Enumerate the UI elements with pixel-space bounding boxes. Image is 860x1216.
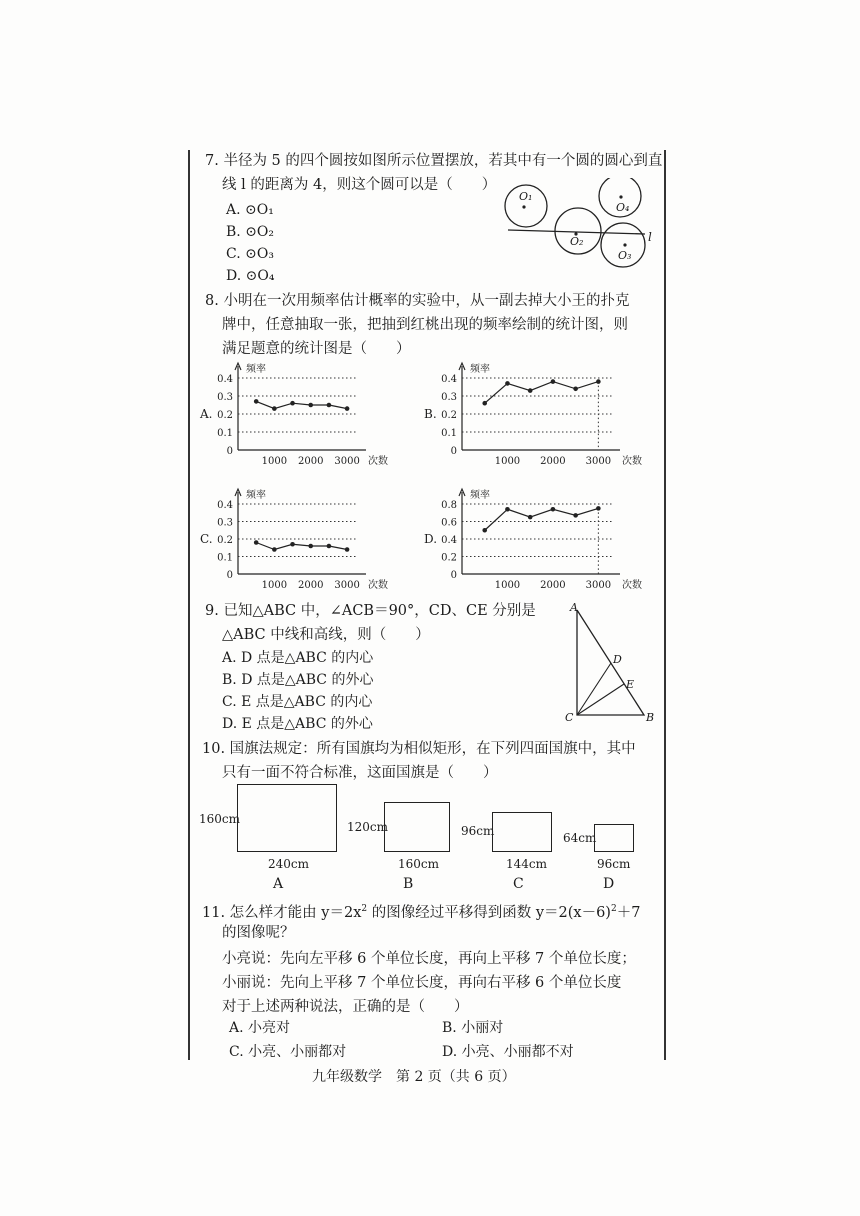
flag-b	[384, 802, 450, 852]
q11-option-d: D. 小亮、小丽都不对	[442, 1044, 574, 1060]
label-o1: O₁	[519, 190, 533, 203]
data-point	[345, 547, 350, 552]
label-o3: O₃	[618, 249, 632, 262]
y-tick-label: 0	[450, 570, 457, 581]
data-point	[345, 406, 350, 411]
q11-option-a: A. 小亮对	[229, 1020, 291, 1036]
chart-b	[420, 360, 660, 472]
y-tick-label: 0.3	[217, 517, 233, 529]
label-l: l	[648, 230, 652, 244]
flag-a-height: 160cm	[199, 812, 241, 826]
chart-d	[420, 486, 660, 596]
q11-line2: 的图像呢？	[222, 925, 295, 941]
label-e: E	[626, 678, 635, 691]
data-point	[308, 544, 313, 549]
q11-line4: 小丽说：先向上平移 7 个单位长度，再向右平移 6 个单位长度	[222, 975, 622, 991]
y-tick-label: 0	[450, 446, 457, 457]
label-c: C	[565, 711, 574, 724]
data-point	[573, 513, 578, 518]
series-line	[485, 508, 599, 530]
flag-d-width: 96cm	[597, 857, 631, 871]
label-o2: O₂	[570, 235, 584, 248]
q8-line1: 8. 小明在一次用频率估计概率的实验中，从一副去掉大小王的扑克	[205, 293, 630, 309]
right-border	[664, 150, 666, 1060]
q8-line2: 牌中，任意抽取一张，把抽到红桃出现的频率绘制的统计图，则	[222, 317, 628, 333]
x-axis-label: 次数	[622, 456, 642, 467]
label-b: B	[646, 711, 655, 724]
data-point	[290, 542, 295, 547]
y-tick-label: 0.3	[217, 392, 233, 403]
x-tick-label: 3000	[334, 456, 360, 467]
y-tick-label: 0.4	[217, 374, 233, 385]
x-tick-label: 2000	[540, 456, 566, 467]
y-tick-label: 0.6	[441, 517, 457, 529]
chart-label: D.	[424, 532, 438, 546]
label-o4: O₄	[616, 201, 630, 214]
flag-a	[237, 784, 337, 852]
y-axis-label: 频率	[470, 490, 490, 501]
flag-c-width: 144cm	[506, 857, 548, 871]
data-point	[573, 387, 578, 392]
x-tick-label: 2000	[298, 456, 324, 467]
y-tick-label: 0.1	[217, 552, 233, 564]
flag-c-letter: C	[513, 876, 524, 892]
y-tick-label: 0.4	[441, 535, 457, 546]
y-tick-label: 0.3	[441, 392, 457, 403]
flag-b-width: 160cm	[398, 857, 440, 871]
data-point	[254, 540, 259, 545]
data-point	[327, 544, 332, 549]
flag-c-height: 96cm	[461, 824, 495, 838]
q7-option-b: B. ⊙O₂	[226, 224, 275, 240]
q9-line1: 9. 已知△ABC 中，∠ACB＝90°，CD、CE 分别是	[205, 603, 536, 619]
q10-line2: 只有一面不符合标准，这面国旗是（ ）	[222, 765, 498, 781]
flag-a-width: 240cm	[268, 857, 310, 871]
median-cd	[577, 663, 611, 715]
chart-a	[196, 360, 406, 472]
data-point	[482, 528, 487, 533]
data-point	[308, 403, 313, 408]
data-point	[327, 403, 332, 408]
data-point	[272, 406, 277, 411]
y-tick-label: 0.4	[441, 374, 457, 385]
data-point	[596, 379, 601, 384]
data-point	[272, 547, 277, 552]
x-axis-label: 次数	[622, 580, 642, 591]
x-tick-label: 3000	[334, 580, 360, 591]
chart-label: B.	[424, 407, 437, 421]
q9-option-b: B. D 点是△ABC 的外心	[222, 672, 374, 688]
flag-c	[492, 812, 552, 852]
y-tick-label: 0	[226, 446, 233, 457]
data-point	[551, 507, 556, 512]
x-axis-label: 次数	[368, 456, 388, 467]
flag-b-letter: B	[403, 876, 414, 892]
q11-line3: 小亮说：先向左平移 6 个单位长度，再向上平移 7 个单位长度；	[222, 951, 636, 967]
data-point	[505, 381, 510, 386]
label-d: D	[613, 653, 622, 666]
q11-option-c: C. 小亮、小丽都对	[229, 1044, 347, 1060]
q7-circles-figure	[500, 178, 660, 276]
flag-d-height: 64cm	[563, 831, 597, 845]
q9-option-c: C. E 点是△ABC 的内心	[222, 694, 373, 710]
q9-triangle-figure	[560, 600, 664, 728]
x-tick-label: 1000	[261, 456, 288, 467]
y-tick-label: 0.1	[217, 428, 233, 439]
altitude-ce	[577, 684, 624, 715]
data-point	[505, 507, 510, 512]
flag-a-letter: A	[273, 876, 284, 892]
x-tick-label: 3000	[585, 580, 612, 591]
q7-option-a: A. ⊙O₁	[226, 202, 274, 218]
q9-option-a: A. D 点是△ABC 的内心	[222, 650, 374, 666]
x-tick-label: 1000	[494, 580, 521, 591]
q8-line3: 满足题意的统计图是（ ）	[222, 341, 411, 357]
label-a: A	[570, 601, 578, 614]
q10-line1: 10. 国旗法规定：所有国旗均为相似矩形，在下列四面国旗中，其中	[202, 741, 636, 757]
series-line	[256, 543, 347, 550]
q7-option-d: D. ⊙O₄	[226, 268, 275, 284]
x-axis-label: 次数	[368, 580, 388, 591]
q7-line1: 7. 半径为 5 的四个圆按如图所示位置摆放，若其中有一个圆的圆心到直	[205, 153, 663, 169]
data-point	[528, 515, 533, 520]
x-tick-label: 2000	[298, 580, 324, 591]
chart-c	[196, 486, 406, 596]
y-tick-label: 0.2	[441, 552, 457, 564]
y-tick-label: 0.1	[441, 428, 457, 439]
q9-line2: △ABC 中线和高线，则（ ）	[222, 627, 430, 643]
y-axis-label: 频率	[246, 490, 266, 501]
data-point	[528, 388, 533, 393]
x-tick-label: 3000	[585, 456, 612, 467]
y-axis-label: 频率	[470, 364, 490, 375]
q11-line1: 11. 怎么样才能由 $y=2x^2$ 的图像经过平移得到函数 $y=2(x-6)^2+7$	[202, 904, 641, 921]
y-axis-label: 频率	[246, 364, 266, 375]
y-tick-label: 0.8	[441, 500, 457, 511]
flag-b-height: 120cm	[347, 820, 389, 834]
left-border	[188, 150, 190, 1060]
flag-d-letter: D	[603, 876, 615, 892]
q11-option-b: B. 小丽对	[442, 1020, 504, 1036]
q7-line2: 线 l 的距离为 4，则这个圆可以是（ ）	[222, 177, 497, 193]
data-point	[254, 399, 259, 404]
y-tick-label: 0.2	[217, 410, 233, 421]
x-tick-label: 1000	[494, 456, 521, 467]
data-point	[482, 401, 487, 406]
y-tick-label: 0.2	[217, 535, 233, 546]
flag-d	[594, 824, 634, 852]
x-tick-label: 1000	[261, 580, 288, 591]
data-point	[596, 506, 601, 511]
q9-option-d: D. E 点是△ABC 的外心	[222, 716, 373, 732]
series-line	[485, 382, 599, 404]
q7-option-c: C. ⊙O₃	[226, 246, 274, 262]
y-tick-label: 0	[226, 570, 233, 581]
y-tick-label: 0.4	[217, 500, 233, 511]
data-point	[551, 379, 556, 384]
data-point	[290, 401, 295, 406]
y-tick-label: 0.2	[441, 410, 457, 421]
page-footer: 九年级数学 第 2 页（共 6 页）	[312, 1069, 516, 1085]
chart-label: C.	[200, 532, 213, 546]
q11-line5: 对于上述两种说法，正确的是（ ）	[222, 999, 469, 1015]
x-tick-label: 2000	[540, 580, 566, 591]
chart-label: A.	[200, 407, 213, 421]
series-line	[256, 401, 347, 408]
